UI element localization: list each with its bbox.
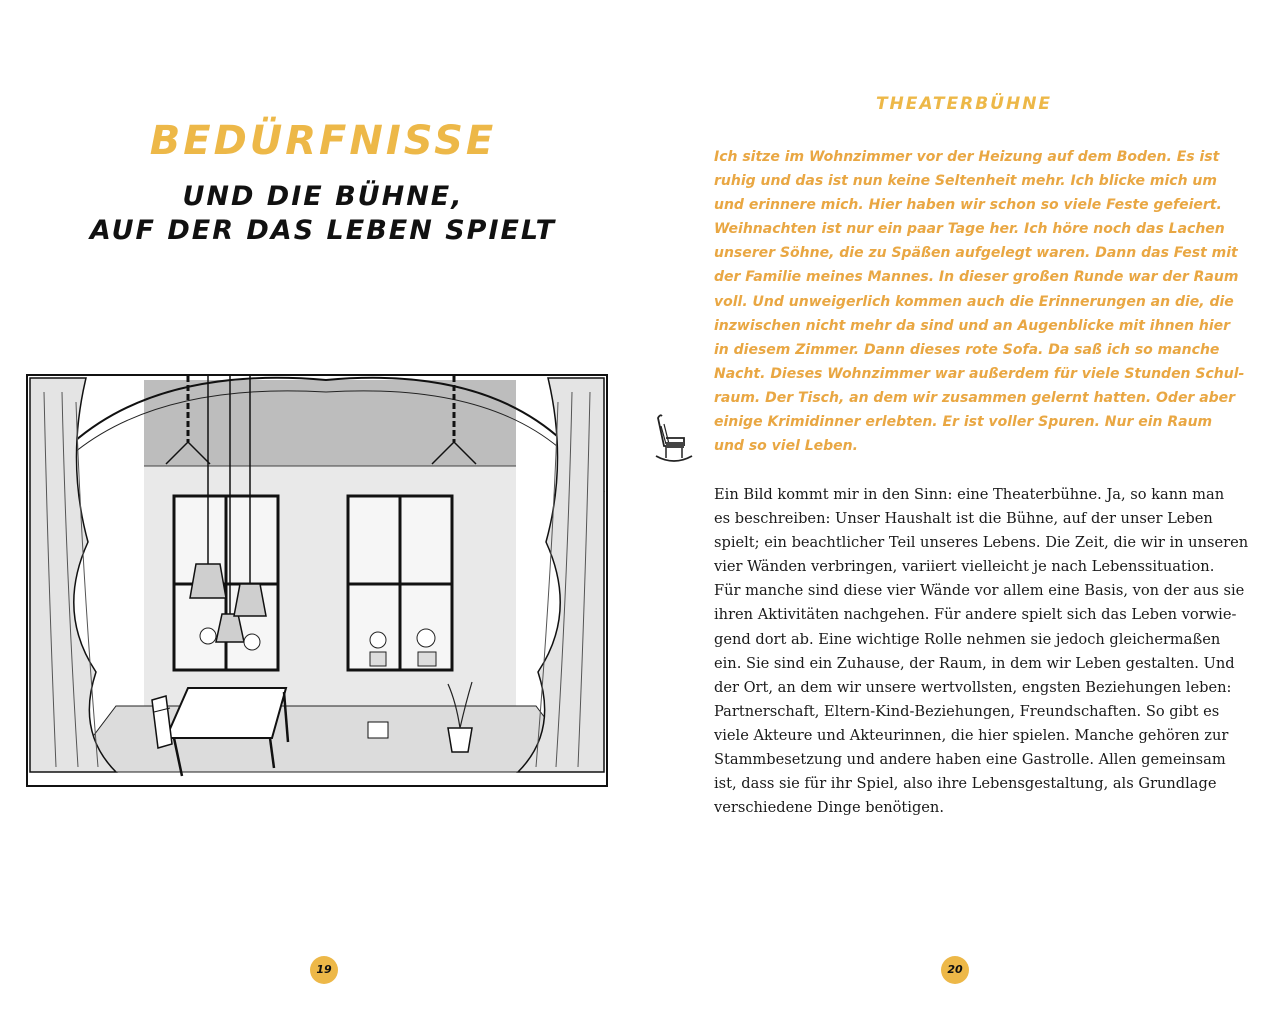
quote-line: der Familie meines Mannes. In dieser großen Runde war der Raum (714, 269, 1239, 286)
chapter-subtitle (0, 180, 646, 248)
page-number: 19 (310, 956, 338, 984)
body-line: der Ort, an dem wir unsere wertvollsten, engsten Beziehungen leben: (714, 678, 1232, 696)
quote-paragraph (714, 145, 1245, 458)
body-line: Für manche sind diese vier Wände vor allem eine Basis, von der aus sie (714, 582, 1245, 600)
quote-line: ruhig und das ist nun keine Seltenheit mehr. Ich blicke mich um (714, 173, 1217, 190)
stage-illustration (26, 372, 610, 790)
section-heading: THEATERBÜHNE (875, 94, 1053, 114)
quote-line: und erinnere mich. Hier haben wir schon so viele Feste gefeiert. (714, 197, 1222, 214)
rocking-chair-icon (654, 412, 694, 468)
quote-line: unserer Söhne, die zu Späßen aufgelegt waren. Dann das Fest mit (714, 245, 1238, 262)
body-line: vier Wänden verbringen, variiert vielleicht je nach Lebenssituation. (714, 558, 1215, 576)
right-page (640, 0, 1280, 1029)
quote-line: Ich sitze im Wohnzimmer vor der Heizung auf dem Boden. Es ist (714, 149, 1220, 165)
body-line: verschiedene Dinge benötigen. (714, 799, 944, 817)
quote-line: und so viel Leben. (714, 438, 858, 455)
body-line: gend dort ab. Eine wichtige Rolle nehmen sie jedoch gleichermaßen (714, 630, 1221, 648)
body-line: Partnerschaft, Eltern-Kind-Beziehungen, Freundschaften. So gibt es (714, 702, 1220, 720)
quote-line: einige Krimidinner erlebten. Er ist voller Spuren. Nur ein Raum (714, 414, 1213, 431)
quote-line: raum. Der Tisch, an dem wir zusammen gelernt hatten. Oder aber (714, 389, 1236, 406)
quote-line: voll. Und unweigerlich kommen auch die Erinnerungen an die, die (714, 293, 1234, 310)
chapter-title: BEDÜRFNISSE (149, 118, 497, 164)
body-paragraph (714, 483, 1249, 820)
quote-line: in diesem Zimmer. Dann dieses rote Sofa. Da saß ich so manche (714, 341, 1220, 358)
body-line: Ein Bild kommt mir in den Sinn: eine Theaterbühne. Ja, so kann man (714, 486, 1225, 503)
quote-line: Weihnachten ist nur ein paar Tage her. Ich höre noch das Lachen (714, 221, 1225, 238)
body-line: Stammbesetzung und andere haben eine Gastrolle. Allen gemeinsam (714, 751, 1226, 769)
body-line: ihren Aktivitäten nachgehen. Für andere spielt sich das Leben vorwie- (714, 606, 1237, 624)
page-number: 20 (941, 956, 969, 984)
subtitle-line: UND DIE BÜHNE, (182, 181, 464, 212)
body-line: ist, dass sie für ihr Spiel, also ihre Lebensgestaltung, als Grundlage (714, 775, 1217, 793)
quote-line: inzwischen nicht mehr da sind und an Augenblicke mit ihnen hier (714, 317, 1231, 334)
body-line: viele Akteure und Akteurinnen, die hier spielen. Manche gehören zur (714, 726, 1229, 744)
quote-line: Nacht. Dieses Wohnzimmer war außerdem für viele Stunden Schul- (714, 365, 1245, 382)
body-line: es beschreiben: Unser Haushalt ist die Bühne, auf der unser Leben (714, 510, 1213, 528)
body-line: ein. Sie sind ein Zuhause, der Raum, in dem wir Leben gestalten. Und (714, 654, 1235, 672)
subtitle-line: AUF DER DAS LEBEN SPIELT (89, 215, 557, 246)
body-line: spielt; ein beachtlicher Teil unseres Lebens. Die Zeit, die wir in unseren (714, 534, 1249, 552)
